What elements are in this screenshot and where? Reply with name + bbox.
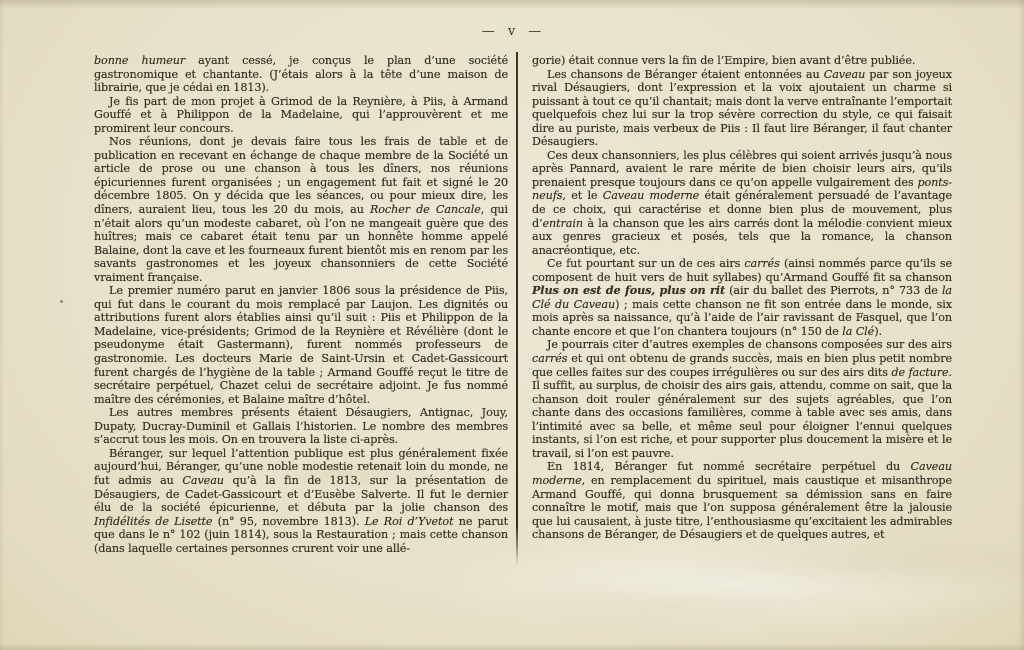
emphasis-text: Caveau moderne <box>532 460 952 487</box>
emphasis-text: ponts-neufs <box>532 175 952 203</box>
emphasis-text: Caveau <box>182 473 224 487</box>
emphasis-text: la Clé du Caveau <box>532 284 952 311</box>
body-text: Je fis part de mon projet à Grimod de la Reynière, à Piis, à Armand Gouffé et à Philippon de la Madelaine, qui l’approuvèrent et me promirent leur concours. <box>94 94 508 135</box>
emphasis-text: la Clé <box>842 324 875 338</box>
body-text: Ces deux chansonniers, les plus célèbres qui soient arrivés jusqu’à nous après Pannard, avaient le rare mérite de bien choisir leurs airs, qu’ils prenaient presque toujours dans ce qu’on appelle vulgairement des <box>532 148 952 189</box>
paragraph <box>532 338 952 460</box>
emphasis-text: Le Roi d’Yvetot <box>364 514 454 528</box>
body-text: qu’à la fin de 1813, sur la présentation de Désaugiers, de Cadet-Gassicourt et d’Eusèbe Salverte. Il fut le dernier élu de la société épicurienne, et débuta par la jolie chanson des <box>94 473 508 515</box>
body-text: Je pourrais citer d’autres exemples de chansons composées sur des airs <box>547 338 952 352</box>
body-text: Ce fut pourtant sur un de ces airs <box>547 257 745 271</box>
paragraph <box>532 257 952 338</box>
emphasis-text: Rocher de Cancale <box>369 203 481 217</box>
right-column <box>532 54 952 542</box>
paragraph <box>94 284 508 406</box>
body-text: Les chansons de Béranger étaient entonnées au <box>547 67 824 81</box>
body-text: En 1814, Béranger fut nommé secrétaire perpétuel du <box>547 460 911 474</box>
body-text: ) ; mais cette chanson ne fit son entrée dans le monde, six mois après sa naissance, qu’à l’aide de l’air ravissant de Fasquel, que l’on chante encore et que l’on chantera toujours (n° 150 de <box>532 297 952 338</box>
body-text: , et le <box>562 189 603 203</box>
paragraph <box>94 95 508 136</box>
emphasis-text: Plus on est de fous, plus on rit <box>532 283 726 298</box>
emphasis-text: entrain <box>542 216 583 230</box>
body-text: , en remplacement du spirituel, mais caustique et misanthrope Armand Gouffé, qui donna brusquement sa démission sans en faire connaître le motif, mais que l’on supposa généralement être la jalousie que lui causaient, à juste titre, l’enthousiasme qu’excitaient les admirables chansons de Béranger, de Désaugiers et de quelques autres, et <box>532 473 952 542</box>
column-divider <box>516 52 518 566</box>
body-text: (air du ballet des Pierrots, n° 733 de <box>725 284 942 298</box>
body-text: ayant cessé, je conçus le plan d’une société gastronomique et chantante. (J’étais alors à la tête d’une maison de librairie, que je cédai en 1813). <box>94 54 508 95</box>
paragraph <box>532 68 952 149</box>
body-text: et qui ont obtenu de grands succès, mais en bien plus petit nombre que celles faites sur des coupes irrégulières ou sur des airs dits <box>532 352 952 379</box>
paragraph <box>94 447 508 555</box>
emphasis-text: Infidélités de Lisette <box>94 514 213 528</box>
body-text: gorie) était connue vers la fin de l’Empire, bien avant d’être publiée. <box>532 54 916 67</box>
left-column <box>94 54 508 555</box>
emphasis-text: de facture <box>891 365 949 379</box>
body-text: ). <box>874 324 882 338</box>
paragraph <box>94 135 508 284</box>
paragraph <box>532 54 952 68</box>
body-text: , qui n’était alors qu’un modeste cabaret, où l’on ne mangeait guère que des huîtres; mais ce cabaret était tenu par un honnête homme appelé Balaine, dont la cave et les fourneaux furent bientôt mis en renom par les savants gastronomes et les joyeux chansonniers de cette Société vraiment française. <box>94 203 508 284</box>
paragraph <box>532 149 952 257</box>
body-text: ne parut que dans le n° 102 (juin 1814), sous la Restauration ; mais cette chanson (dans laquelle certaines personnes crurent voir une allé- <box>94 514 508 555</box>
paragraph <box>94 54 508 95</box>
body-text: . Il suffit, au surplus, de choisir des airs gais, attendu, comme on sait, que la chanson doit rouler généralement sur des sujets agréables, que l’on chante dans des occasions familières, comme à table avec ses amis, dans l’intimité avec sa belle, et même seul pour éloigner l’ennui quelques instants, si l’on est riche, et pour supporter plus doucement la misère et le travail, si l’on est pauvre. <box>532 365 952 460</box>
body-text: était généralement persuadé de l’avantage de ce choix, qui caractérise et donne bien plus de mouvement, plus d’ <box>532 189 952 230</box>
paper-speck <box>60 300 63 303</box>
page-number: — v — <box>481 24 543 39</box>
body-text: Le premier numéro parut en janvier 1806 sous la présidence de Piis, qui fut dans le courant du mois remplacé par Laujon. Les dignités ou attributions furent alors établies ainsi qu’il suit : Piis et Philippon de la Madelaine, vice-présidents; Grimod de la Reynière et Révélière (dont le pseudonyme était Gastermann), furent nommés professeurs de gastronomie. Les docteurs Marie de Saint-Ursin et Cadet-Gassicourt furent chargés de l’hygiène de la table ; Armand Gouffé reçut le titre de secrétaire perpétuel, Chazet celui de secrétaire adjoint. Je fus nommé maître des cérémonies, et Balaine maître d’hôtel. <box>94 284 508 406</box>
emphasis-text: Caveau <box>823 67 866 81</box>
body-text: Nos réunions, dont je devais faire tous les frais de table et de publication en recevant en échange de chaque membre de la Société un article de prose ou une chanson à tous les dîners, nos réunions épicuriennes furent organisées ; un engagement fut fait et signé le 20 décembre 1805. On y décida que les séances, ou pour mieux dire, les dîners, auraient lieu, tous les 20 du mois, au <box>94 135 508 217</box>
body-text: (ainsi nommés parce qu’ils se composent de huit vers de huit syllabes) qu’Armand Gouffé fit sa chanson <box>532 257 953 284</box>
emphasis-text: carrés <box>532 352 568 366</box>
paragraph <box>532 460 952 541</box>
emphasis-text: bonne humeur <box>94 54 186 67</box>
body-text: (n° 95, novembre 1813). <box>212 514 365 528</box>
emphasis-text: Caveau moderne <box>602 189 700 203</box>
body-text: Les autres membres présents étaient Désaugiers, Antignac, Jouy, Dupaty, Ducray-Duminil et Gallais l’historien. Le nombre des membres s’accrut tous les mois. On en trouvera la liste ci-après. <box>94 406 508 447</box>
body-text: à la chanson que les airs carrés dont la mélodie convient mieux aux genres gracieux et posés, tels que la romance, la chanson anacréontique, etc. <box>532 216 952 257</box>
paragraph <box>94 406 508 447</box>
body-text: par son joyeux rival Désaugiers, dont l’expression et la voix ajoutaient un charme si puissant à tout ce qu’il chantait; mais dont la verve entraînante l’emportait quelquefois chez lui sur la trop sévère correction du style, ce qui faisait dire au puriste, mais verbeux de Piis : Il faut lire Béranger, il faut chanter Désaugiers. <box>532 67 952 149</box>
body-text: Béranger, sur lequel l’attention publique est plus généralement fixée aujourd’hui, Béranger, qu’une noble modestie retenait loin du monde, ne fut admis au <box>94 446 508 487</box>
emphasis-text: carrés <box>744 257 780 271</box>
